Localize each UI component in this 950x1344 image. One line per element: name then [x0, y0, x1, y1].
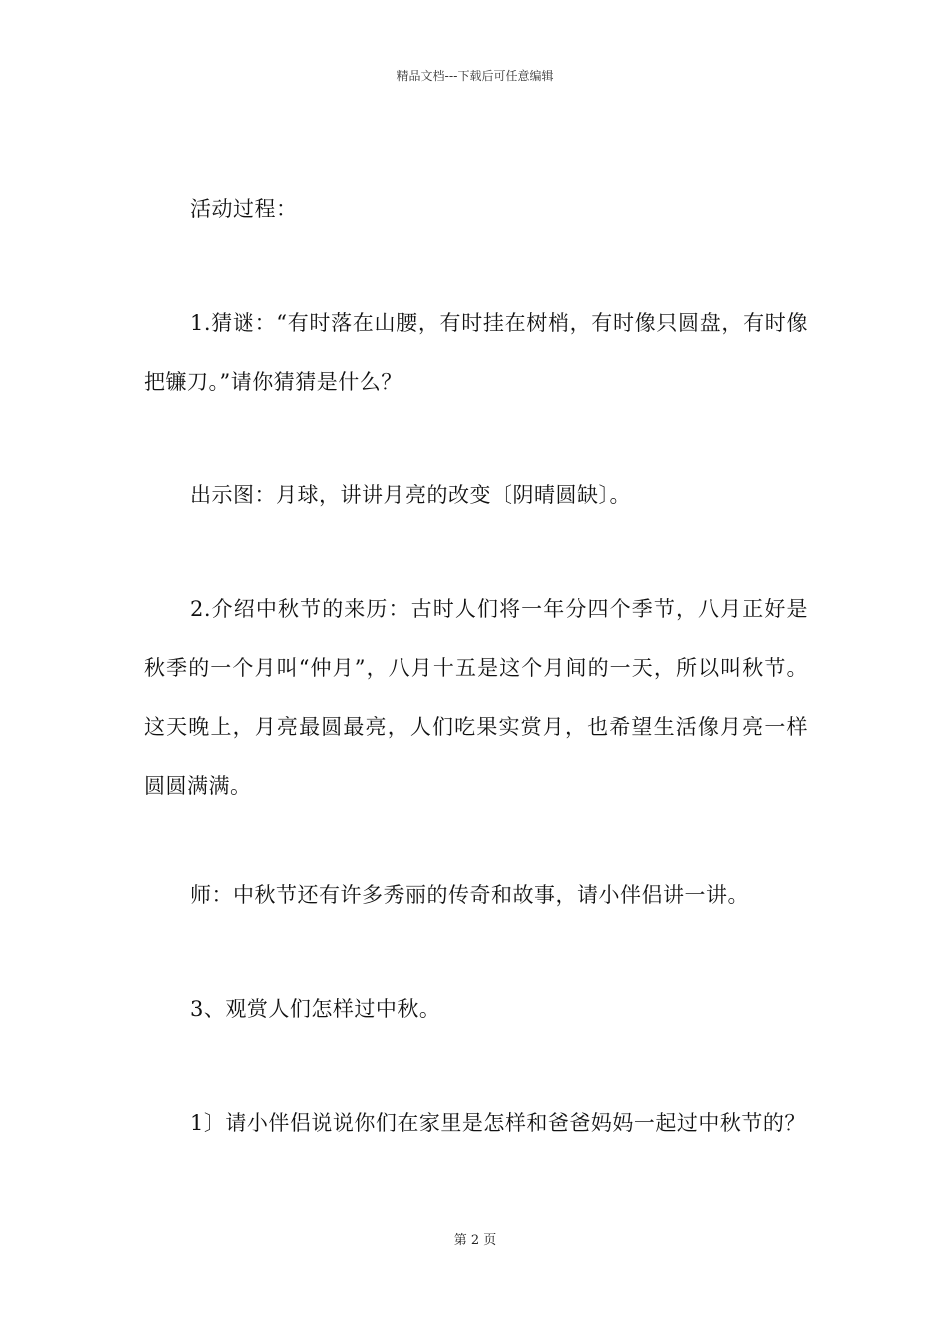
paragraph-show-picture: 出示图：月球，讲讲月亮的改变〔阴晴圆缺〕。	[190, 483, 631, 507]
paragraph-festival-origin: 2.介绍中秋节的来历：古时人们将一年分四个季节，八月正好是秋季的一个月叫“仲月”，八月十五是这个月间的一天，所以叫秋节。这天晚上，月亮最圆最亮，人们吃果实赏月，也希望生活像月亮一样圆圆满满。	[144, 597, 808, 798]
page-number: 第 2 页	[453, 1233, 497, 1248]
paragraph-teacher-prompt: 师：中秋节还有许多秀丽的传奇和故事，请小伴侣讲一讲。	[190, 883, 749, 907]
paragraph-riddle: 1.猜谜：“有时落在山腰，有时挂在树梢，有时像只圆盘，有时像把镰刀。”请你猜猜是什么？	[144, 311, 808, 394]
page-header: 精品文档---下载后可任意编辑	[396, 69, 554, 83]
paragraph-watch-celebration: 3、观赏人们怎样过中秋。	[190, 997, 441, 1021]
paragraph-children-share: 1〕请小伴侣说说你们在家里是怎样和爸爸妈妈一起过中秋节的？	[190, 1111, 806, 1135]
paragraph-activity-process: 活动过程：	[190, 197, 298, 221]
